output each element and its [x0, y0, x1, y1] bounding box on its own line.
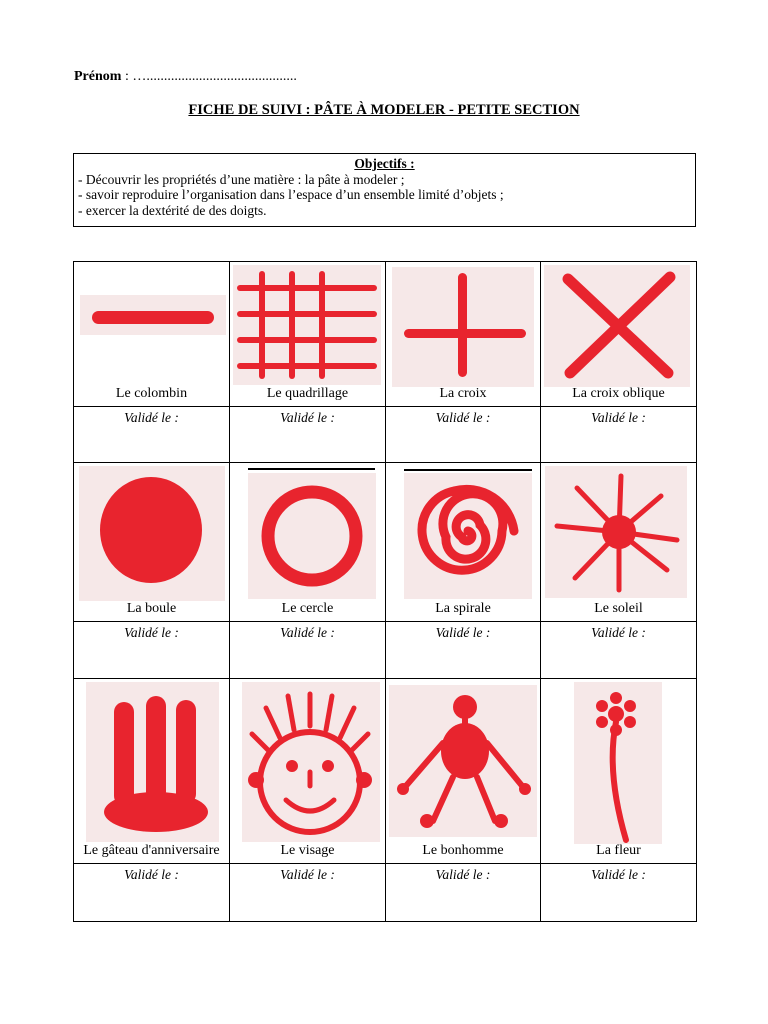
clay-roll-icon	[80, 295, 226, 335]
shape-label: Le soleil	[594, 601, 643, 616]
shape-label: Le bonhomme	[422, 843, 504, 858]
prenom-blank: : …...........................................	[121, 69, 297, 84]
shape-cell	[386, 679, 541, 864]
clay-circle-icon	[248, 473, 376, 599]
shape-label: Le colombin	[115, 386, 188, 401]
validation-cell[interactable]	[230, 622, 386, 679]
validated-label: Validé le :	[280, 625, 335, 640]
shape-label: Le gâteau d'anniversaire	[83, 843, 220, 858]
validation-cell[interactable]	[541, 622, 697, 679]
validation-cell[interactable]	[74, 864, 230, 922]
shape-label: La spirale	[435, 601, 491, 616]
shape-label: La croix	[439, 386, 487, 401]
clay-cake-icon	[86, 682, 219, 842]
clay-face-icon	[242, 682, 380, 842]
shape-label: La fleur	[596, 843, 641, 858]
shape-cell	[74, 262, 230, 407]
shape-cell	[230, 463, 386, 622]
shape-cell	[541, 262, 697, 407]
validated-label: Validé le :	[124, 410, 179, 425]
tracking-grid	[73, 261, 697, 922]
validated-label: Validé le :	[591, 625, 646, 640]
shape-cell	[230, 679, 386, 864]
validation-cell[interactable]	[541, 864, 697, 922]
validation-cell[interactable]	[386, 864, 541, 922]
prenom-label: Prénom	[74, 69, 122, 84]
shape-cell	[386, 262, 541, 407]
objective-item: - exercer la dextérité de des doigts.	[78, 202, 267, 218]
shape-label: Le visage	[280, 843, 335, 858]
clay-flower-icon	[574, 682, 662, 844]
shape-cell	[230, 262, 386, 407]
validated-label: Validé le :	[591, 410, 646, 425]
validated-label: Validé le :	[280, 867, 335, 882]
objective-item: - savoir reproduire l’organisation dans l’espace d’un ensemble limité d’objets ;	[78, 187, 504, 202]
clay-figure-icon	[389, 685, 537, 837]
shape-cell	[541, 679, 697, 864]
shape-label: La croix oblique	[572, 386, 665, 401]
validation-cell[interactable]	[541, 407, 697, 463]
shape-cell	[541, 463, 697, 622]
validation-cell[interactable]	[230, 864, 386, 922]
validation-cell[interactable]	[230, 407, 386, 463]
validation-cell[interactable]	[386, 407, 541, 463]
clay-spiral-icon	[404, 473, 532, 599]
objectives-box	[73, 153, 696, 227]
shape-label: Le cercle	[281, 601, 334, 616]
validation-cell[interactable]	[74, 407, 230, 463]
objectives-heading: Objectifs :	[354, 156, 415, 171]
clay-sun-icon	[545, 466, 687, 598]
clay-ball-icon	[79, 466, 225, 601]
prenom-line	[74, 69, 297, 85]
divider	[404, 469, 532, 471]
clay-cross-icon	[392, 267, 534, 387]
shape-cell	[74, 463, 230, 622]
objective-item: - Découvrir les propriétés d’une matière : la pâte à modeler ;	[78, 171, 405, 187]
validated-label: Validé le :	[435, 410, 491, 425]
divider	[248, 468, 375, 470]
shape-label: Le quadrillage	[266, 386, 349, 401]
validated-label: Validé le :	[280, 410, 335, 425]
validation-cell[interactable]	[74, 622, 230, 679]
validated-label: Validé le :	[124, 867, 179, 882]
validated-label: Validé le :	[435, 625, 491, 640]
page-title: FICHE DE SUIVI : PÂTE À MODELER - PETITE SECTION	[188, 102, 580, 118]
validated-label: Validé le :	[591, 867, 646, 882]
clay-oblique-cross-icon	[544, 265, 690, 387]
validated-label: Validé le :	[435, 867, 491, 882]
clay-grid-icon	[233, 265, 381, 385]
validation-cell[interactable]	[386, 622, 541, 679]
shape-cell	[74, 679, 230, 864]
validated-label: Validé le :	[124, 625, 179, 640]
shape-cell	[386, 463, 541, 622]
shape-label: La boule	[126, 601, 177, 616]
